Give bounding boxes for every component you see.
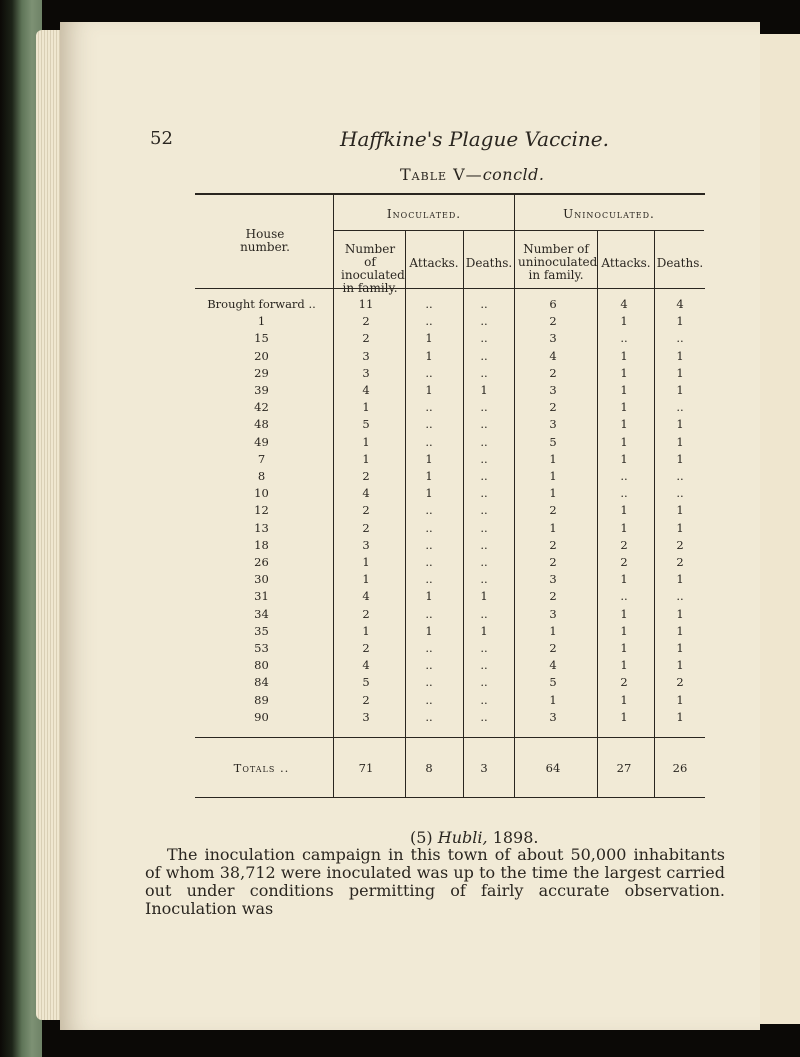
- table-row: [195, 555, 715, 572]
- cell-uninoculated-number: 3: [549, 709, 557, 724]
- cell-inoculated-attacks: 1: [425, 486, 433, 501]
- cell-uninoculated-deaths: 2: [676, 555, 684, 569]
- table-row: [195, 435, 715, 452]
- cell-uninoculated-attacks: 1: [620, 383, 628, 397]
- cell-inoculated-deaths: ..: [480, 641, 488, 655]
- cell-inoculated-number: 3: [362, 348, 370, 363]
- table-title-suffix: concld.: [482, 165, 545, 184]
- cell-inoculated-deaths: ..: [480, 658, 488, 673]
- cell-inoculated-number: 4: [362, 658, 370, 673]
- table-row: [195, 366, 715, 383]
- cell-uninoculated-number: 2: [549, 365, 557, 380]
- cell-uninoculated-number: 1: [549, 692, 557, 707]
- cell-house-number: 8: [257, 469, 266, 483]
- cell-uninoculated-attacks: 2: [620, 537, 628, 552]
- cell-house-number: 7: [257, 451, 266, 466]
- cell-house-number: Brought forward ..: [207, 297, 316, 311]
- paragraph-text: The inoculation campaign in this town of about 50,000 inhabitants of whom 38,712 were inoculated was up to the time the largest carried out under conditions permitting of fairly accurate observation. Inoculation was: [145, 845, 725, 918]
- cell-uninoculated-deaths: 1: [676, 417, 684, 432]
- cell-inoculated-deaths: 1: [480, 589, 488, 604]
- cell-uninoculated-attacks: 1: [620, 365, 628, 380]
- table-row: [195, 538, 715, 555]
- table-row: [195, 314, 715, 331]
- table-row: [195, 349, 715, 366]
- cell-uninoculated-deaths: 1: [676, 606, 684, 621]
- cell-uninoculated-number: 1: [549, 486, 557, 501]
- table-row: [195, 486, 715, 503]
- cell-house-number: 1: [257, 314, 266, 329]
- cell-house-number: 39: [254, 383, 269, 397]
- cell-uninoculated-attacks: ..: [620, 331, 628, 346]
- running-title: Haffkine's Plague Vaccine.: [340, 127, 609, 151]
- cell-uninoculated-number: 2: [549, 555, 557, 569]
- table-row: [195, 693, 715, 710]
- cell-inoculated-deaths: ..: [480, 537, 488, 552]
- cell-uninoculated-number: 3: [549, 572, 557, 587]
- table-row: [195, 400, 715, 417]
- table-row: [195, 607, 715, 624]
- cell-inoculated-attacks: ..: [425, 520, 433, 535]
- cell-inoculated-attacks: ..: [425, 675, 433, 690]
- cell-inoculated-number: 5: [362, 417, 370, 432]
- section-place: Hubli,: [437, 828, 488, 847]
- cell-uninoculated-attacks: 1: [620, 520, 628, 535]
- cell-uninoculated-number: 3: [549, 331, 557, 346]
- cell-uninoculated-deaths: 2: [676, 537, 684, 552]
- cell-uninoculated-attacks: 2: [620, 555, 628, 569]
- cell-uninoculated-attacks: 1: [620, 451, 628, 466]
- table-row: [195, 675, 715, 692]
- cell-uninoculated-deaths: 1: [676, 623, 684, 638]
- cell-uninoculated-deaths: ..: [676, 469, 684, 483]
- cell-uninoculated-number: 1: [549, 623, 557, 638]
- cell-uninoculated-attacks: 1: [620, 314, 628, 329]
- cell-inoculated-number: 2: [362, 692, 370, 707]
- cell-inoculated-attacks: 1: [425, 331, 433, 346]
- cell-inoculated-deaths: ..: [480, 520, 488, 535]
- cell-inoculated-attacks: ..: [425, 314, 433, 329]
- cell-inoculated-deaths: ..: [480, 469, 488, 483]
- cell-inoculated-attacks: 1: [425, 589, 433, 604]
- table-row: [195, 383, 715, 400]
- cell-uninoculated-attacks: 1: [620, 606, 628, 621]
- cell-uninoculated-attacks: 4: [620, 297, 628, 311]
- cell-uninoculated-deaths: 1: [676, 520, 684, 535]
- cell-uninoculated-deaths: 1: [676, 434, 684, 449]
- totals-top-rule: [195, 737, 705, 738]
- cell-inoculated-deaths: 1: [480, 623, 488, 638]
- cell-inoculated-deaths: ..: [480, 692, 488, 707]
- group-rule-inoculated: [334, 230, 514, 231]
- cell-inoculated-deaths: ..: [480, 400, 488, 415]
- table-row: [195, 589, 715, 606]
- cell-uninoculated-deaths: ..: [676, 589, 684, 604]
- cell-inoculated-number: 1: [362, 400, 370, 415]
- cell-inoculated-deaths: ..: [480, 572, 488, 587]
- cell-uninoculated-attacks: 1: [620, 709, 628, 724]
- cell-uninoculated-number: 2: [549, 537, 557, 552]
- cell-uninoculated-number: 3: [549, 383, 557, 397]
- cell-inoculated-number: 1: [362, 623, 370, 638]
- cell-inoculated-number: 3: [362, 365, 370, 380]
- body-paragraph: [145, 846, 725, 918]
- group-rule-uninoculated: [514, 230, 704, 231]
- page-number: 52: [150, 128, 173, 149]
- table-row: [195, 710, 715, 727]
- cell-inoculated-deaths: ..: [480, 486, 488, 501]
- cell-uninoculated-deaths: 1: [676, 451, 684, 466]
- cell-uninoculated-deaths: 1: [676, 503, 684, 518]
- section-number: (5): [410, 828, 433, 847]
- cell-inoculated-number: 4: [362, 589, 370, 604]
- cell-uninoculated-number: 4: [549, 348, 557, 363]
- table-bottom-rule: [195, 797, 705, 798]
- cell-inoculated-deaths: ..: [480, 297, 488, 311]
- cell-inoculated-number: 1: [362, 555, 370, 569]
- cell-house-number: 13: [254, 520, 269, 535]
- cell-inoculated-deaths: ..: [480, 709, 488, 724]
- cell-uninoculated-attacks: 1: [620, 641, 628, 655]
- cell-house-number: 29: [254, 365, 269, 380]
- cell-inoculated-attacks: ..: [425, 297, 433, 311]
- cell-uninoculated-deaths: 1: [676, 365, 684, 380]
- cell-inoculated-number: 2: [362, 606, 370, 621]
- cell-inoculated-deaths: ..: [480, 417, 488, 432]
- table-row: [195, 641, 715, 658]
- cell-house-number: 30: [254, 572, 269, 587]
- cell-uninoculated-number: 2: [549, 314, 557, 329]
- cell-inoculated-attacks: ..: [425, 555, 433, 569]
- totals-inoculated-deaths: 3: [480, 761, 488, 775]
- cell-inoculated-attacks: 1: [425, 383, 433, 397]
- cell-house-number: 12: [254, 503, 269, 518]
- cell-uninoculated-deaths: 1: [676, 709, 684, 724]
- cell-inoculated-attacks: 1: [425, 348, 433, 363]
- cell-inoculated-attacks: ..: [425, 365, 433, 380]
- cell-inoculated-number: 11: [358, 297, 374, 311]
- cell-uninoculated-deaths: 1: [676, 383, 684, 397]
- table-row: [195, 452, 715, 469]
- cell-house-number: 10: [254, 486, 269, 501]
- cell-uninoculated-number: 5: [549, 675, 557, 690]
- cell-inoculated-deaths: ..: [480, 314, 488, 329]
- cell-uninoculated-attacks: 1: [620, 692, 628, 707]
- cell-uninoculated-number: 6: [549, 297, 557, 311]
- cell-inoculated-attacks: ..: [425, 537, 433, 552]
- cell-inoculated-deaths: ..: [480, 606, 488, 621]
- table-row: [195, 297, 715, 314]
- header-inoculated-attacks: Attacks.: [409, 256, 459, 270]
- cell-uninoculated-deaths: ..: [676, 486, 684, 501]
- cell-uninoculated-number: 1: [549, 451, 557, 466]
- table-row: [195, 572, 715, 589]
- cell-uninoculated-number: 3: [549, 606, 557, 621]
- cell-uninoculated-deaths: 2: [676, 675, 684, 690]
- header-inoculated-number: Number of inoculated in family.: [341, 242, 405, 295]
- cell-house-number: 18: [254, 537, 269, 552]
- header-group-uninoculated: Uninoculated.: [563, 207, 655, 221]
- cell-inoculated-number: 2: [362, 503, 370, 518]
- cell-inoculated-attacks: ..: [425, 606, 433, 621]
- cell-inoculated-number: 4: [362, 383, 370, 397]
- cell-uninoculated-attacks: 1: [620, 417, 628, 432]
- cell-inoculated-number: 2: [362, 520, 370, 535]
- cell-inoculated-attacks: 1: [425, 469, 433, 483]
- totals-inoculated-number: 71: [358, 761, 374, 775]
- cell-uninoculated-attacks: 1: [620, 572, 628, 587]
- table-title: [400, 165, 545, 184]
- cell-uninoculated-deaths: ..: [676, 331, 684, 346]
- header-uninoculated-number: Number of uninoculated in family.: [518, 242, 598, 282]
- cell-house-number: 48: [254, 417, 269, 432]
- cell-uninoculated-attacks: 1: [620, 623, 628, 638]
- cell-house-number: 90: [254, 709, 269, 724]
- cell-uninoculated-number: 3: [549, 417, 557, 432]
- cell-house-number: 35: [254, 623, 269, 638]
- cell-uninoculated-number: 2: [549, 589, 557, 604]
- cell-inoculated-number: 2: [362, 314, 370, 329]
- totals-uninoculated-deaths: 26: [672, 761, 688, 775]
- cell-house-number: 20: [254, 348, 269, 363]
- cell-inoculated-deaths: ..: [480, 675, 488, 690]
- cell-house-number: 80: [254, 658, 269, 673]
- cell-inoculated-number: 1: [362, 434, 370, 449]
- cell-inoculated-attacks: ..: [425, 658, 433, 673]
- cell-inoculated-attacks: ..: [425, 400, 433, 415]
- header-house-number: House number.: [240, 227, 290, 254]
- table-row: [195, 503, 715, 520]
- table-row: [195, 624, 715, 641]
- cell-uninoculated-number: 2: [549, 641, 557, 655]
- cell-house-number: 26: [254, 555, 269, 569]
- cell-inoculated-number: 2: [362, 641, 370, 655]
- header-group-inoculated: Inoculated.: [386, 207, 462, 221]
- cell-inoculated-number: 4: [362, 486, 370, 501]
- cell-inoculated-attacks: ..: [425, 641, 433, 655]
- cell-uninoculated-attacks: ..: [620, 589, 628, 604]
- cell-inoculated-attacks: ..: [425, 692, 433, 707]
- cell-uninoculated-attacks: ..: [620, 486, 628, 501]
- cell-uninoculated-deaths: 4: [676, 297, 684, 311]
- totals-inoculated-attacks: 8: [425, 761, 433, 775]
- table-top-rule: [195, 193, 705, 195]
- cell-uninoculated-number: 1: [549, 469, 557, 483]
- cell-inoculated-deaths: ..: [480, 348, 488, 363]
- cell-inoculated-attacks: 1: [425, 623, 433, 638]
- cell-uninoculated-number: 1: [549, 520, 557, 535]
- cell-house-number: 15: [254, 331, 269, 346]
- cell-inoculated-deaths: 1: [480, 383, 488, 397]
- cell-inoculated-number: 5: [362, 675, 370, 690]
- cell-uninoculated-deaths: 1: [676, 692, 684, 707]
- cell-uninoculated-attacks: 1: [620, 658, 628, 673]
- cell-uninoculated-deaths: 1: [676, 658, 684, 673]
- cell-uninoculated-number: 5: [549, 434, 557, 449]
- cell-uninoculated-attacks: 2: [620, 675, 628, 690]
- table-row: [195, 521, 715, 538]
- totals-uninoculated-attacks: 27: [616, 761, 632, 775]
- cell-house-number: 34: [254, 606, 269, 621]
- cell-uninoculated-attacks: 1: [620, 348, 628, 363]
- cell-inoculated-number: 2: [362, 469, 370, 483]
- cell-inoculated-attacks: ..: [425, 572, 433, 587]
- cell-uninoculated-attacks: 1: [620, 400, 628, 415]
- table-title-main: Table V—: [400, 165, 483, 184]
- cell-uninoculated-deaths: 1: [676, 348, 684, 363]
- cell-uninoculated-attacks: ..: [620, 469, 628, 483]
- cell-inoculated-deaths: ..: [480, 434, 488, 449]
- cell-inoculated-number: 3: [362, 537, 370, 552]
- cell-inoculated-attacks: ..: [425, 417, 433, 432]
- cell-inoculated-deaths: ..: [480, 365, 488, 380]
- cell-house-number: 31: [254, 589, 269, 604]
- cell-inoculated-attacks: ..: [425, 503, 433, 518]
- header-inoculated-deaths: Deaths.: [465, 256, 513, 270]
- cell-uninoculated-number: 2: [549, 400, 557, 415]
- cell-uninoculated-attacks: 1: [620, 503, 628, 518]
- table-row: [195, 331, 715, 348]
- cell-uninoculated-number: 2: [549, 503, 557, 518]
- table-row: [195, 658, 715, 675]
- cell-inoculated-number: 2: [362, 331, 370, 346]
- cell-house-number: 53: [254, 641, 269, 655]
- totals-label: Totals ..: [233, 761, 290, 775]
- cell-inoculated-attacks: ..: [425, 709, 433, 724]
- cell-inoculated-attacks: ..: [425, 434, 433, 449]
- cell-house-number: 42: [254, 400, 269, 415]
- cell-house-number: 84: [254, 675, 269, 690]
- cell-inoculated-deaths: ..: [480, 331, 488, 346]
- cell-uninoculated-deaths: ..: [676, 400, 684, 415]
- facing-page-edge: [760, 34, 800, 1024]
- cell-inoculated-number: 1: [362, 451, 370, 466]
- header-uninoculated-attacks: Attacks.: [601, 256, 651, 270]
- totals-row: [195, 761, 715, 778]
- cell-inoculated-deaths: ..: [480, 451, 488, 466]
- table-row: [195, 417, 715, 434]
- cell-inoculated-deaths: ..: [480, 555, 488, 569]
- cell-inoculated-number: 1: [362, 572, 370, 587]
- cell-inoculated-deaths: ..: [480, 503, 488, 518]
- table-row: [195, 469, 715, 486]
- section-year: 1898.: [492, 828, 539, 847]
- cell-uninoculated-deaths: 1: [676, 641, 684, 655]
- cell-house-number: 49: [254, 434, 269, 449]
- cell-uninoculated-deaths: 1: [676, 572, 684, 587]
- cell-uninoculated-attacks: 1: [620, 434, 628, 449]
- cell-house-number: 89: [254, 692, 269, 707]
- cell-uninoculated-deaths: 1: [676, 314, 684, 329]
- cell-inoculated-number: 3: [362, 709, 370, 724]
- header-bottom-rule: [195, 288, 705, 289]
- cell-inoculated-attacks: 1: [425, 451, 433, 466]
- totals-uninoculated-number: 64: [545, 761, 561, 775]
- header-uninoculated-deaths: Deaths.: [656, 256, 704, 270]
- cell-uninoculated-number: 4: [549, 658, 557, 673]
